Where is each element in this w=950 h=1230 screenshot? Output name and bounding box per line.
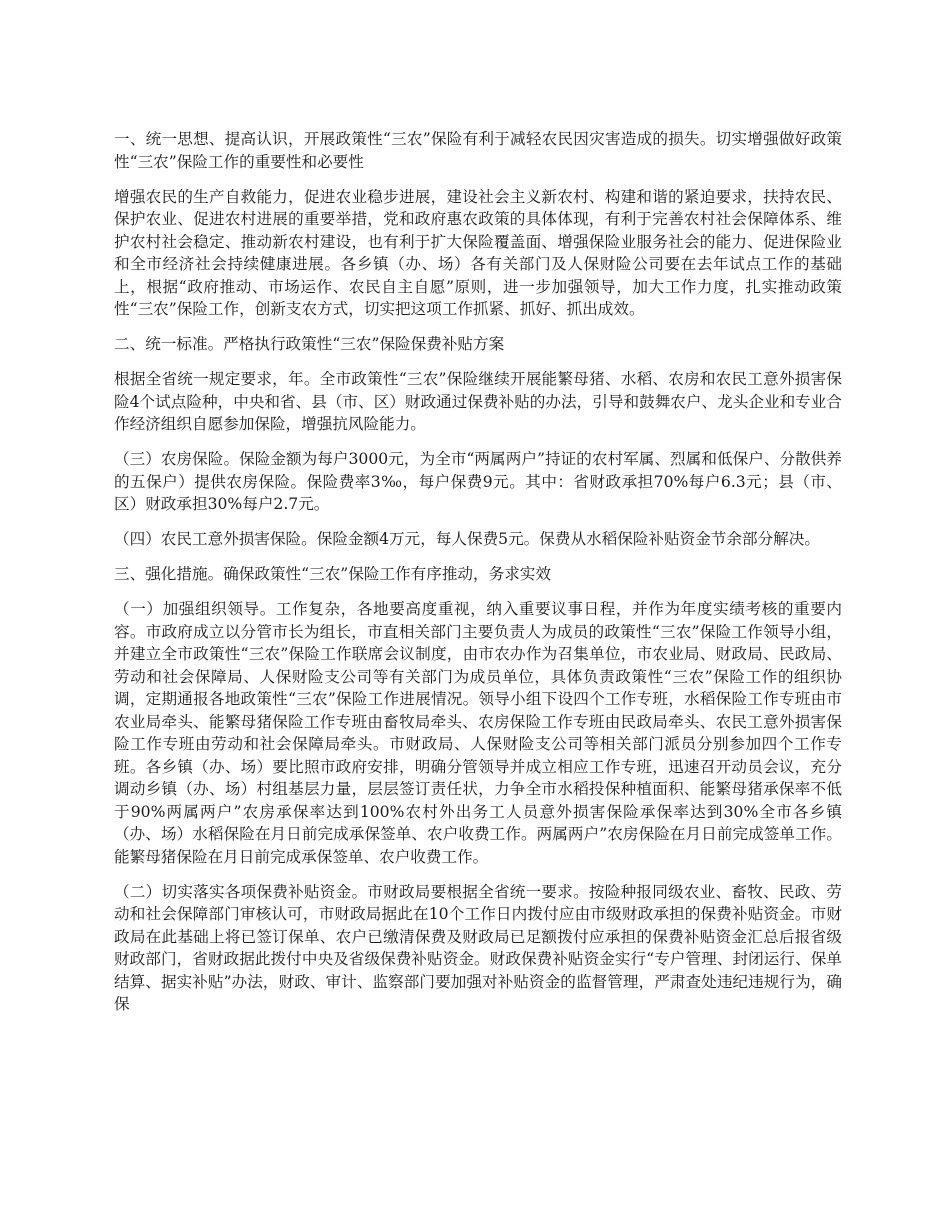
document-body [114, 128, 842, 1028]
body-paragraph: （二）切实落实各项保费补贴资金。市财政局要根据全省统一要求。按险种报同级农业、畜牧、民政、劳动和社会保障部门审核认可，市财政局据此在10个工作日内拨付应由市级财政承担的保费补贴资金。市财政局在此基础上将已签订保单、农户已缴清保费及财政局已足额拨付应承担的保费补贴资金汇总后报省级财政部门，省财政据此拨付中央及省级保费补贴资金。财政保费补贴资金实行“专户管理、封闭运行、保单结算、据实补贴”办法，财政、审计、监察部门要加强对补贴资金的监督管理，严肃查处违纪违规行为，确保 [114, 882, 842, 1013]
body-paragraph: （一）加强组织领导。工作复杂，各地要高度重视，纳入重要议事日程，并作为年度实绩考核的重要内容。市政府成立以分管市长为组长，市直相关部门主要负责人为成员的政策性“三农”保险工作领导小组，并建立全市政策性“三农”保险工作联席会议制度，由市农办作为召集单位，市农业局、财政局、民政局、劳动和社会保障局、人保财险支公司等有关部门为成员单位，具体负责政策性“三农”保险工作的组织协调，定期通报各地政策性“三农”保险工作进展情况。领导小组下设四个工作专班，水稻保险工作专班由市农业局牵头、能繁母猪保险工作专班由畜牧局牵头、农房保险工作专班由民政局牵头、农民工意外损害保险工作专班由劳动和社会保障局牵头。市财政局、人保财险支公司等相关部门派员分别参加四个工作专班。各乡镇（办、场）要比照市政府安排，明确分管领导并成立相应工作专班，迅速召开动员会议，充分调动乡镇（办、场）村组基层力量，层层签订责任状，力争全市水稻投保种植面积、能繁母猪承保率不低于90%两属两户”农房承保率达到100%农村外出务工人员意外损害保险承保率达到30%全市各乡镇（办、场）水稻保险在月日前完成承保签单、农户收费工作。两属两户”农房保险在月日前完成签单工作。能繁母猪保险在月日前完成承保签单、农户收费工作。 [114, 600, 842, 866]
body-paragraph: 增强农民的生产自救能力，促进农业稳步进展，建设社会主义新农村、构建和谐的紧迫要求，扶持农民、保护农业、促进农村进展的重要举措，党和政府惠农政策的具体体现，有利于完善农村社会保障体系、维护农村社会稳定、推动新农村建设，也有利于扩大保险覆盖面、增强保险业服务社会的能力、促进保险业和全市经济社会持续健康进展。各乡镇（办、场）各有关部门及人保财险公司要在去年试点工作的基础上，根据“政府推动、市场运作、农民自主自愿”原则，进一步加强领导，加大工作力度，扎实推动政策性“三农”保险工作，创新支农方式，切实把这项工作抓紧、抓好、抓出成效。 [114, 187, 842, 318]
section-heading-1: 一、统一思想、提高认识，开展政策性“三农”保险有利于减轻农民因灾害造成的损失。切实增强做好政策性“三农”保险工作的重要性和必要性 [114, 130, 842, 171]
section-heading-2: 二、统一标准。严格执行政策性“三农”保险保费补贴方案 [114, 335, 505, 353]
section-heading-3: 三、强化措施。确保政策性“三农”保险工作有序推动，务求实效 [114, 565, 551, 583]
body-paragraph: 根据全省统一规定要求，年。全市政策性“三农”保险继续开展能繁母猪、水稻、农房和农民工意外损害保险4个试点险种，中央和省、县（市、区）财政通过保费补贴的办法，引导和鼓舞农户、龙头企业和专业合作经济组织自愿参加保险，增强抗风险能力。 [114, 370, 843, 433]
body-paragraph: （四）农民工意外损害保险。保险金额4万元，每人保费5元。保费从水稻保险补贴资金节余部分解决。 [114, 530, 820, 548]
body-paragraph: （三）农房保险。保险金额为每户3000元，为全市“两属两户”持证的农村军属、烈属和低保户、分散供养的五保户）提供农房保险。保险费率3‰，每户保费9元。其中：省财政承担70%每户6.3元；县（市、区）财政承担30%每户2.7元。 [114, 450, 842, 513]
